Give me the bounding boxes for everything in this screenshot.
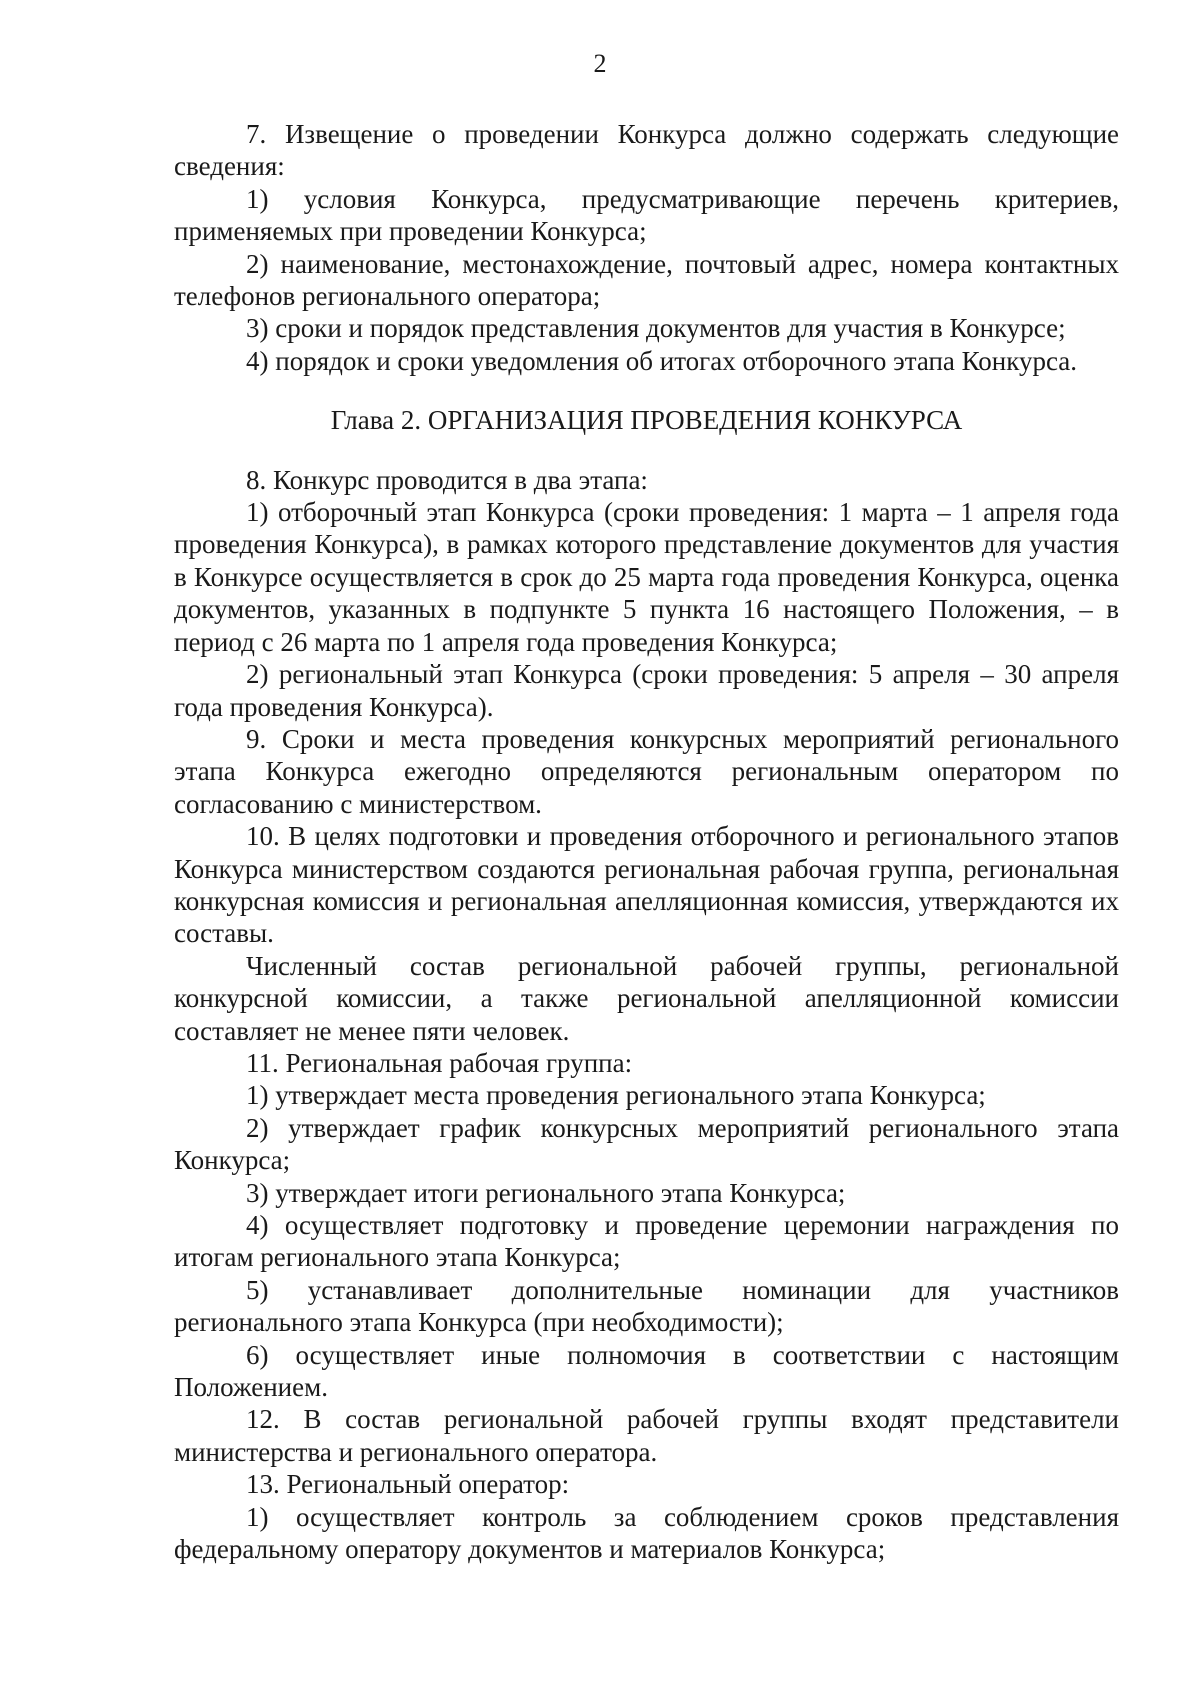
paragraph-7-item-4: 4) порядок и сроки уведомления об итогах отборочного этапа Конкурса. <box>246 345 1078 376</box>
paragraph-7-item-2: 2) наименование, местонахождение, почтовый адрес, номера контактных телефонов регионального оператора; <box>174 248 1119 312</box>
paragraph-10: 10. В целях подготовки и проведения отборочного и регионального этапов Конкурса министерством создаются региональная рабочая группа, региональная конкурсная комиссия и региональная апелляционная комиссия, утверждаются их составы. <box>174 821 1119 949</box>
paragraph-8: 8. Конкурс проводится в два этапа: <box>246 464 648 495</box>
document-body <box>174 118 1119 1565</box>
paragraph-12: 12. В состав региональной рабочей группы входят представители министерства и регионального оператора. <box>174 1404 1119 1467</box>
paragraph-7: 7. Извещение о проведении Конкурса должно содержать следующие сведения: <box>174 119 1119 182</box>
paragraph-8-item-2: 2) региональный этап Конкурса (сроки проведения: 5 апреля – 30 апреля года проведения Конкурса). <box>174 659 1119 722</box>
paragraph-9: 9. Сроки и места проведения конкурсных мероприятий регионального этапа Конкурса ежегодно определяются региональным оператором по согласованию с министерством. <box>174 723 1119 819</box>
paragraph-11-item-4: 4) осуществляет подготовку и проведение церемонии награждения по итогам регионального этапа Конкурса; <box>174 1210 1119 1273</box>
paragraph-11: 11. Региональная рабочая группа: <box>246 1047 633 1078</box>
paragraph-7-item-3: 3) сроки и порядок представления документов для участия в Конкурсе; <box>246 313 1066 344</box>
paragraph-13-item-1: 1) осуществляет контроль за соблюдением сроков представления федеральному оператору документов и материалов Конкурса; <box>174 1501 1119 1565</box>
paragraph-10-composition: Численный состав региональной рабочей группы, региональной конкурсной комиссии, а также региональной апелляционной комиссии составляет не менее пяти человек. <box>174 950 1119 1046</box>
paragraph-11-item-5: 5) устанавливает дополнительные номинации для участников регионального этапа Конкурса (при необходимости); <box>174 1274 1119 1338</box>
paragraph-11-item-6: 6) осуществляет иные полномочия в соответствии с настоящим Положением. <box>174 1339 1119 1403</box>
paragraph-7-item-1: 1) условия Конкурса, предусматривающие перечень критериев, применяемых при проведении Конкурса; <box>174 183 1119 247</box>
chapter-heading: Глава 2. ОРГАНИЗАЦИЯ ПРОВЕДЕНИЯ КОНКУРСА <box>330 405 963 436</box>
paragraph-11-item-3: 3) утверждает итоги регионального этапа Конкурса; <box>246 1177 846 1208</box>
page-number: 2 <box>593 49 607 78</box>
paragraph-11-item-1: 1) утверждает места проведения регионального этапа Конкурса; <box>246 1080 986 1111</box>
paragraph-13: 13. Региональный оператор: <box>246 1469 570 1500</box>
paragraph-11-item-2: 2) утверждает график конкурсных мероприятий регионального этапа Конкурса; <box>174 1112 1119 1176</box>
paragraph-8-item-1: 1) отборочный этап Конкурса (сроки проведения: 1 марта – 1 апреля года проведения Конкурса), в рамках которого представление документов для участия в Конкурсе осуществляется в срок до 25 марта года проведения Конкурса, оценка документов, указанных в подпункте 5 пункта 16 настоящего Положения, – в период с 26 марта по 1 апреля года проведения Конкурса; <box>174 497 1119 657</box>
